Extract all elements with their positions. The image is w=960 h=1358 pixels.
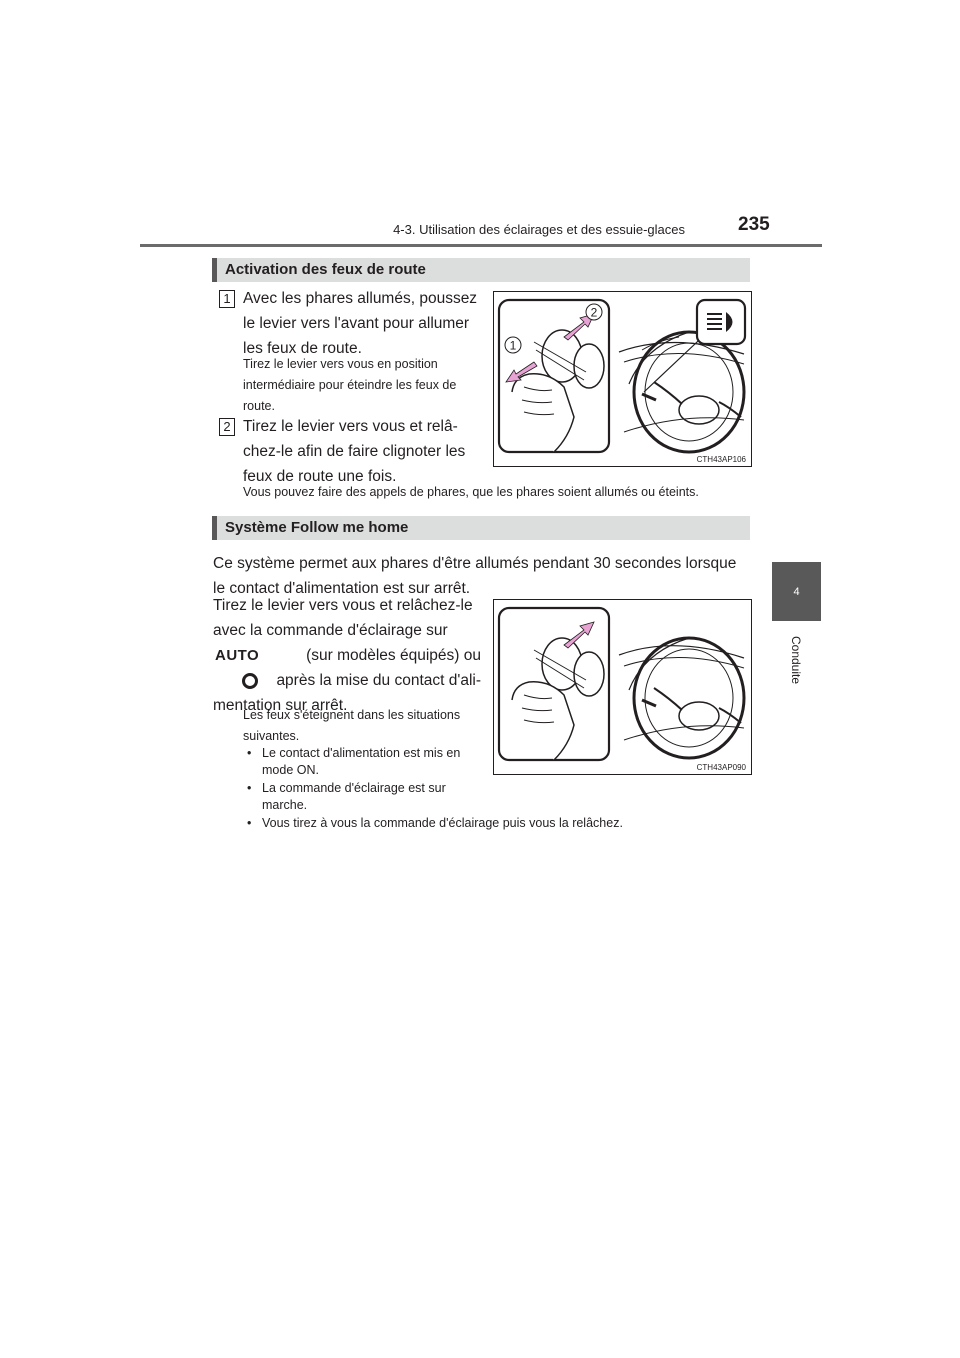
bullet-symbol: • bbox=[247, 816, 252, 830]
text-line: le contact d'alimentation est sur arrêt. bbox=[213, 580, 471, 597]
step-1-note bbox=[243, 354, 480, 417]
section-heading-high-beam bbox=[212, 258, 750, 282]
page-number: 235 bbox=[738, 214, 770, 235]
bullet-symbol: • bbox=[247, 746, 252, 760]
text-line: les feux de route. bbox=[243, 340, 362, 357]
text-line: Avec les phares allumés, poussez bbox=[243, 290, 478, 307]
text-line: Tirez le levier vers vous et relâchez-le bbox=[213, 597, 473, 614]
text-line: route. bbox=[243, 399, 275, 413]
bullet-item bbox=[247, 815, 757, 832]
text-line: Tirez le levier vers vous et relâ- bbox=[243, 418, 458, 435]
text-line: Le contact d'alimentation est mis en bbox=[262, 746, 461, 760]
follow-me-home-instruction bbox=[213, 593, 481, 718]
figure-code: CTH43AP106 bbox=[696, 455, 746, 464]
figure-follow-me-home-lever bbox=[493, 599, 752, 775]
text-line: Les feux s'éteignent dans les situations bbox=[243, 708, 461, 722]
text-line: (sur modèles équipés) ou bbox=[306, 647, 481, 664]
step-1-text bbox=[243, 286, 480, 361]
text-line: Tirez le levier vers vous en position bbox=[243, 357, 438, 371]
text-line: intermédiaire pour éteindre les feux de bbox=[243, 378, 457, 392]
bullet-symbol: • bbox=[247, 781, 252, 795]
text-line: mode ON. bbox=[262, 763, 319, 777]
text-line: après la mise du contact d'ali- bbox=[276, 672, 481, 689]
figure-callout-2: 2 bbox=[590, 305, 598, 320]
illustration-lever-follow-me-home bbox=[494, 600, 751, 774]
text-line-with-headlight-icon bbox=[213, 668, 481, 693]
text-line: suivantes. bbox=[243, 729, 300, 743]
section-heading-follow-me-home bbox=[212, 516, 750, 540]
text-line: La commande d'éclairage est sur bbox=[262, 781, 446, 795]
text-line: mentation sur arrêt. bbox=[213, 697, 348, 714]
text-line: feux de route une fois. bbox=[243, 468, 397, 485]
section-heading-text: Système Follow me home bbox=[225, 519, 409, 536]
bullet-item bbox=[247, 780, 481, 814]
text-line: Ce système permet aux phares d'être allumés pendant 30 secondes lorsque bbox=[213, 555, 737, 572]
figure-callout-1: 1 bbox=[509, 338, 517, 353]
text-line: marche. bbox=[262, 798, 308, 812]
figure-high-beam-lever bbox=[493, 291, 752, 467]
step-number-2: 2 bbox=[219, 418, 235, 436]
section-heading-mark bbox=[212, 258, 217, 282]
auto-icon: AUTO bbox=[215, 647, 260, 664]
illustration-lever-high-beam bbox=[494, 292, 751, 466]
chapter-label-text: Conduite bbox=[789, 635, 803, 685]
bullet-item bbox=[247, 745, 481, 779]
chapter-tab: 4 bbox=[772, 562, 821, 621]
text-line-with-auto bbox=[213, 643, 481, 668]
section-heading-mark bbox=[212, 516, 217, 540]
step-2-text bbox=[243, 414, 480, 489]
headlight-on-icon bbox=[241, 672, 259, 698]
header-rule bbox=[140, 244, 822, 247]
text-line: chez-le afin de faire clignoter les bbox=[243, 443, 466, 460]
flash-note: Vous pouvez faire des appels de phares, que les phares soient allumés ou éteints. bbox=[243, 485, 699, 499]
figure-code: CTH43AP090 bbox=[696, 763, 746, 772]
text-line: le levier vers l'avant pour allumer bbox=[243, 315, 470, 332]
step-number-1: 1 bbox=[219, 290, 235, 308]
follow-me-home-note bbox=[243, 705, 481, 747]
text-line: Vous tirez à vous la commande d'éclairage puis vous la relâchez. bbox=[262, 816, 623, 830]
chapter-label bbox=[780, 630, 812, 690]
running-header-section: 4-3. Utilisation des éclairages et des essuie-glaces bbox=[393, 222, 685, 237]
section-heading-text: Activation des feux de route bbox=[225, 261, 426, 278]
text-line: avec la commande d'éclairage sur bbox=[213, 622, 448, 639]
